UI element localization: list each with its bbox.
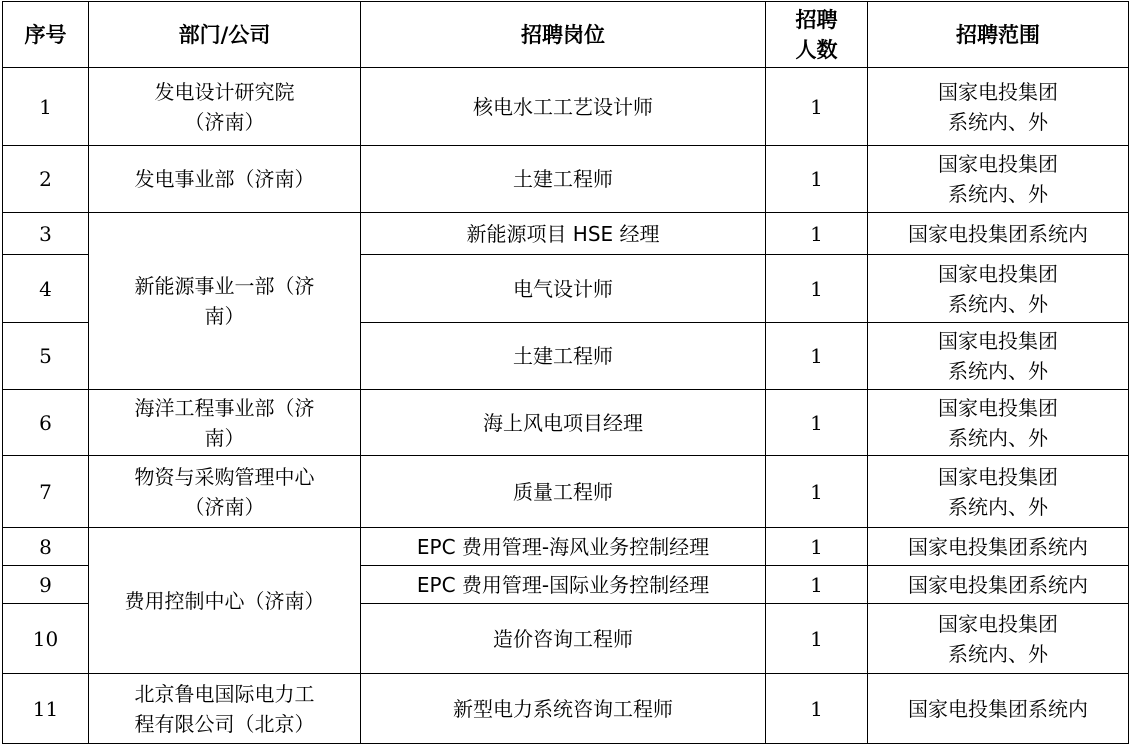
count-cell: 1 — [766, 323, 868, 390]
count-cell: 1 — [766, 213, 868, 255]
scope-text: 国家电投集团系统内 — [908, 221, 1088, 246]
scope-cell — [868, 213, 1129, 255]
table-row — [3, 528, 1129, 566]
position-cell: 新能源项目 HSE 经理 — [361, 213, 766, 255]
department-cell — [89, 146, 361, 213]
department-cell — [89, 68, 361, 146]
seq-cell: 6 — [3, 390, 89, 456]
count-cell: 1 — [766, 456, 868, 528]
position-cell: EPC 费用管理-海风业务控制经理 — [361, 528, 766, 566]
scope-cell — [868, 255, 1129, 323]
scope-text: 国家电投集团系统内 — [908, 572, 1088, 597]
department-text: 北京鲁电国际电力工 程有限公司（北京） — [134, 681, 315, 736]
table-row — [3, 213, 1129, 255]
header-seq: 序号 — [3, 2, 89, 68]
position-cell: EPC 费用管理-国际业务控制经理 — [361, 566, 766, 604]
scope-text: 国家电投集团 系统内、外 — [938, 329, 1058, 383]
count-cell: 1 — [766, 566, 868, 604]
scope-cell — [868, 456, 1129, 528]
position-cell: 造价咨询工程师 — [361, 604, 766, 674]
header-position: 招聘岗位 — [361, 2, 766, 68]
header-row — [3, 2, 1129, 68]
scope-text: 国家电投集团 系统内、外 — [938, 79, 1058, 134]
seq-cell: 10 — [3, 604, 89, 674]
department-text: 物资与采购管理中心 （济南） — [134, 464, 315, 519]
count-cell: 1 — [766, 255, 868, 323]
scope-cell — [868, 323, 1129, 390]
department-text: 发电设计研究院 （济南） — [154, 79, 295, 134]
position-cell: 核电水工工艺设计师 — [361, 68, 766, 146]
seq-cell: 3 — [3, 213, 89, 255]
header-count-label: 招聘 人数 — [795, 7, 838, 62]
scope-cell — [868, 68, 1129, 146]
count-cell: 1 — [766, 146, 868, 213]
seq-cell: 8 — [3, 528, 89, 566]
position-cell: 土建工程师 — [361, 323, 766, 390]
position-cell: 土建工程师 — [361, 146, 766, 213]
seq-cell: 11 — [3, 674, 89, 744]
department-text: 新能源事业一部（济 南） — [134, 274, 315, 328]
department-text: 海洋工程事业部（济 南） — [134, 395, 315, 450]
header-scope: 招聘范围 — [868, 2, 1129, 68]
position-cell: 新型电力系统咨询工程师 — [361, 674, 766, 744]
scope-text: 国家电投集团 系统内、外 — [938, 464, 1058, 519]
position-cell: 电气设计师 — [361, 255, 766, 323]
scope-text: 国家电投集团系统内 — [908, 696, 1088, 721]
scope-cell — [868, 390, 1129, 456]
position-cell: 海上风电项目经理 — [361, 390, 766, 456]
department-cell — [89, 674, 361, 744]
position-cell: 质量工程师 — [361, 456, 766, 528]
count-cell: 1 — [766, 68, 868, 146]
header-department: 部门/公司 — [89, 2, 361, 68]
scope-cell — [868, 528, 1129, 566]
department-cell — [89, 456, 361, 528]
department-cell — [89, 390, 361, 456]
table-row — [3, 674, 1129, 744]
scope-text: 国家电投集团 系统内、外 — [938, 611, 1058, 666]
seq-cell: 7 — [3, 456, 89, 528]
scope-cell — [868, 674, 1129, 744]
scope-text: 国家电投集团系统内 — [908, 534, 1088, 559]
scope-text: 国家电投集团 系统内、外 — [938, 261, 1058, 316]
count-cell: 1 — [766, 604, 868, 674]
count-cell: 1 — [766, 528, 868, 566]
table-row — [3, 456, 1129, 528]
department-cell — [89, 213, 361, 390]
department-cell — [89, 528, 361, 674]
scope-text: 国家电投集团 系统内、外 — [938, 152, 1058, 206]
scope-text: 国家电投集团 系统内、外 — [938, 395, 1058, 450]
department-text: 费用控制中心（济南） — [124, 588, 325, 613]
seq-cell: 5 — [3, 323, 89, 390]
count-cell: 1 — [766, 674, 868, 744]
table-row — [3, 390, 1129, 456]
recruitment-table — [2, 1, 1129, 744]
department-text: 发电事业部（济南） — [134, 167, 315, 191]
scope-cell — [868, 146, 1129, 213]
seq-cell: 9 — [3, 566, 89, 604]
table-row — [3, 68, 1129, 146]
scope-cell — [868, 604, 1129, 674]
table-row — [3, 146, 1129, 213]
header-count — [766, 2, 868, 68]
seq-cell: 1 — [3, 68, 89, 146]
seq-cell: 4 — [3, 255, 89, 323]
scope-cell — [868, 566, 1129, 604]
seq-cell: 2 — [3, 146, 89, 213]
count-cell: 1 — [766, 390, 868, 456]
